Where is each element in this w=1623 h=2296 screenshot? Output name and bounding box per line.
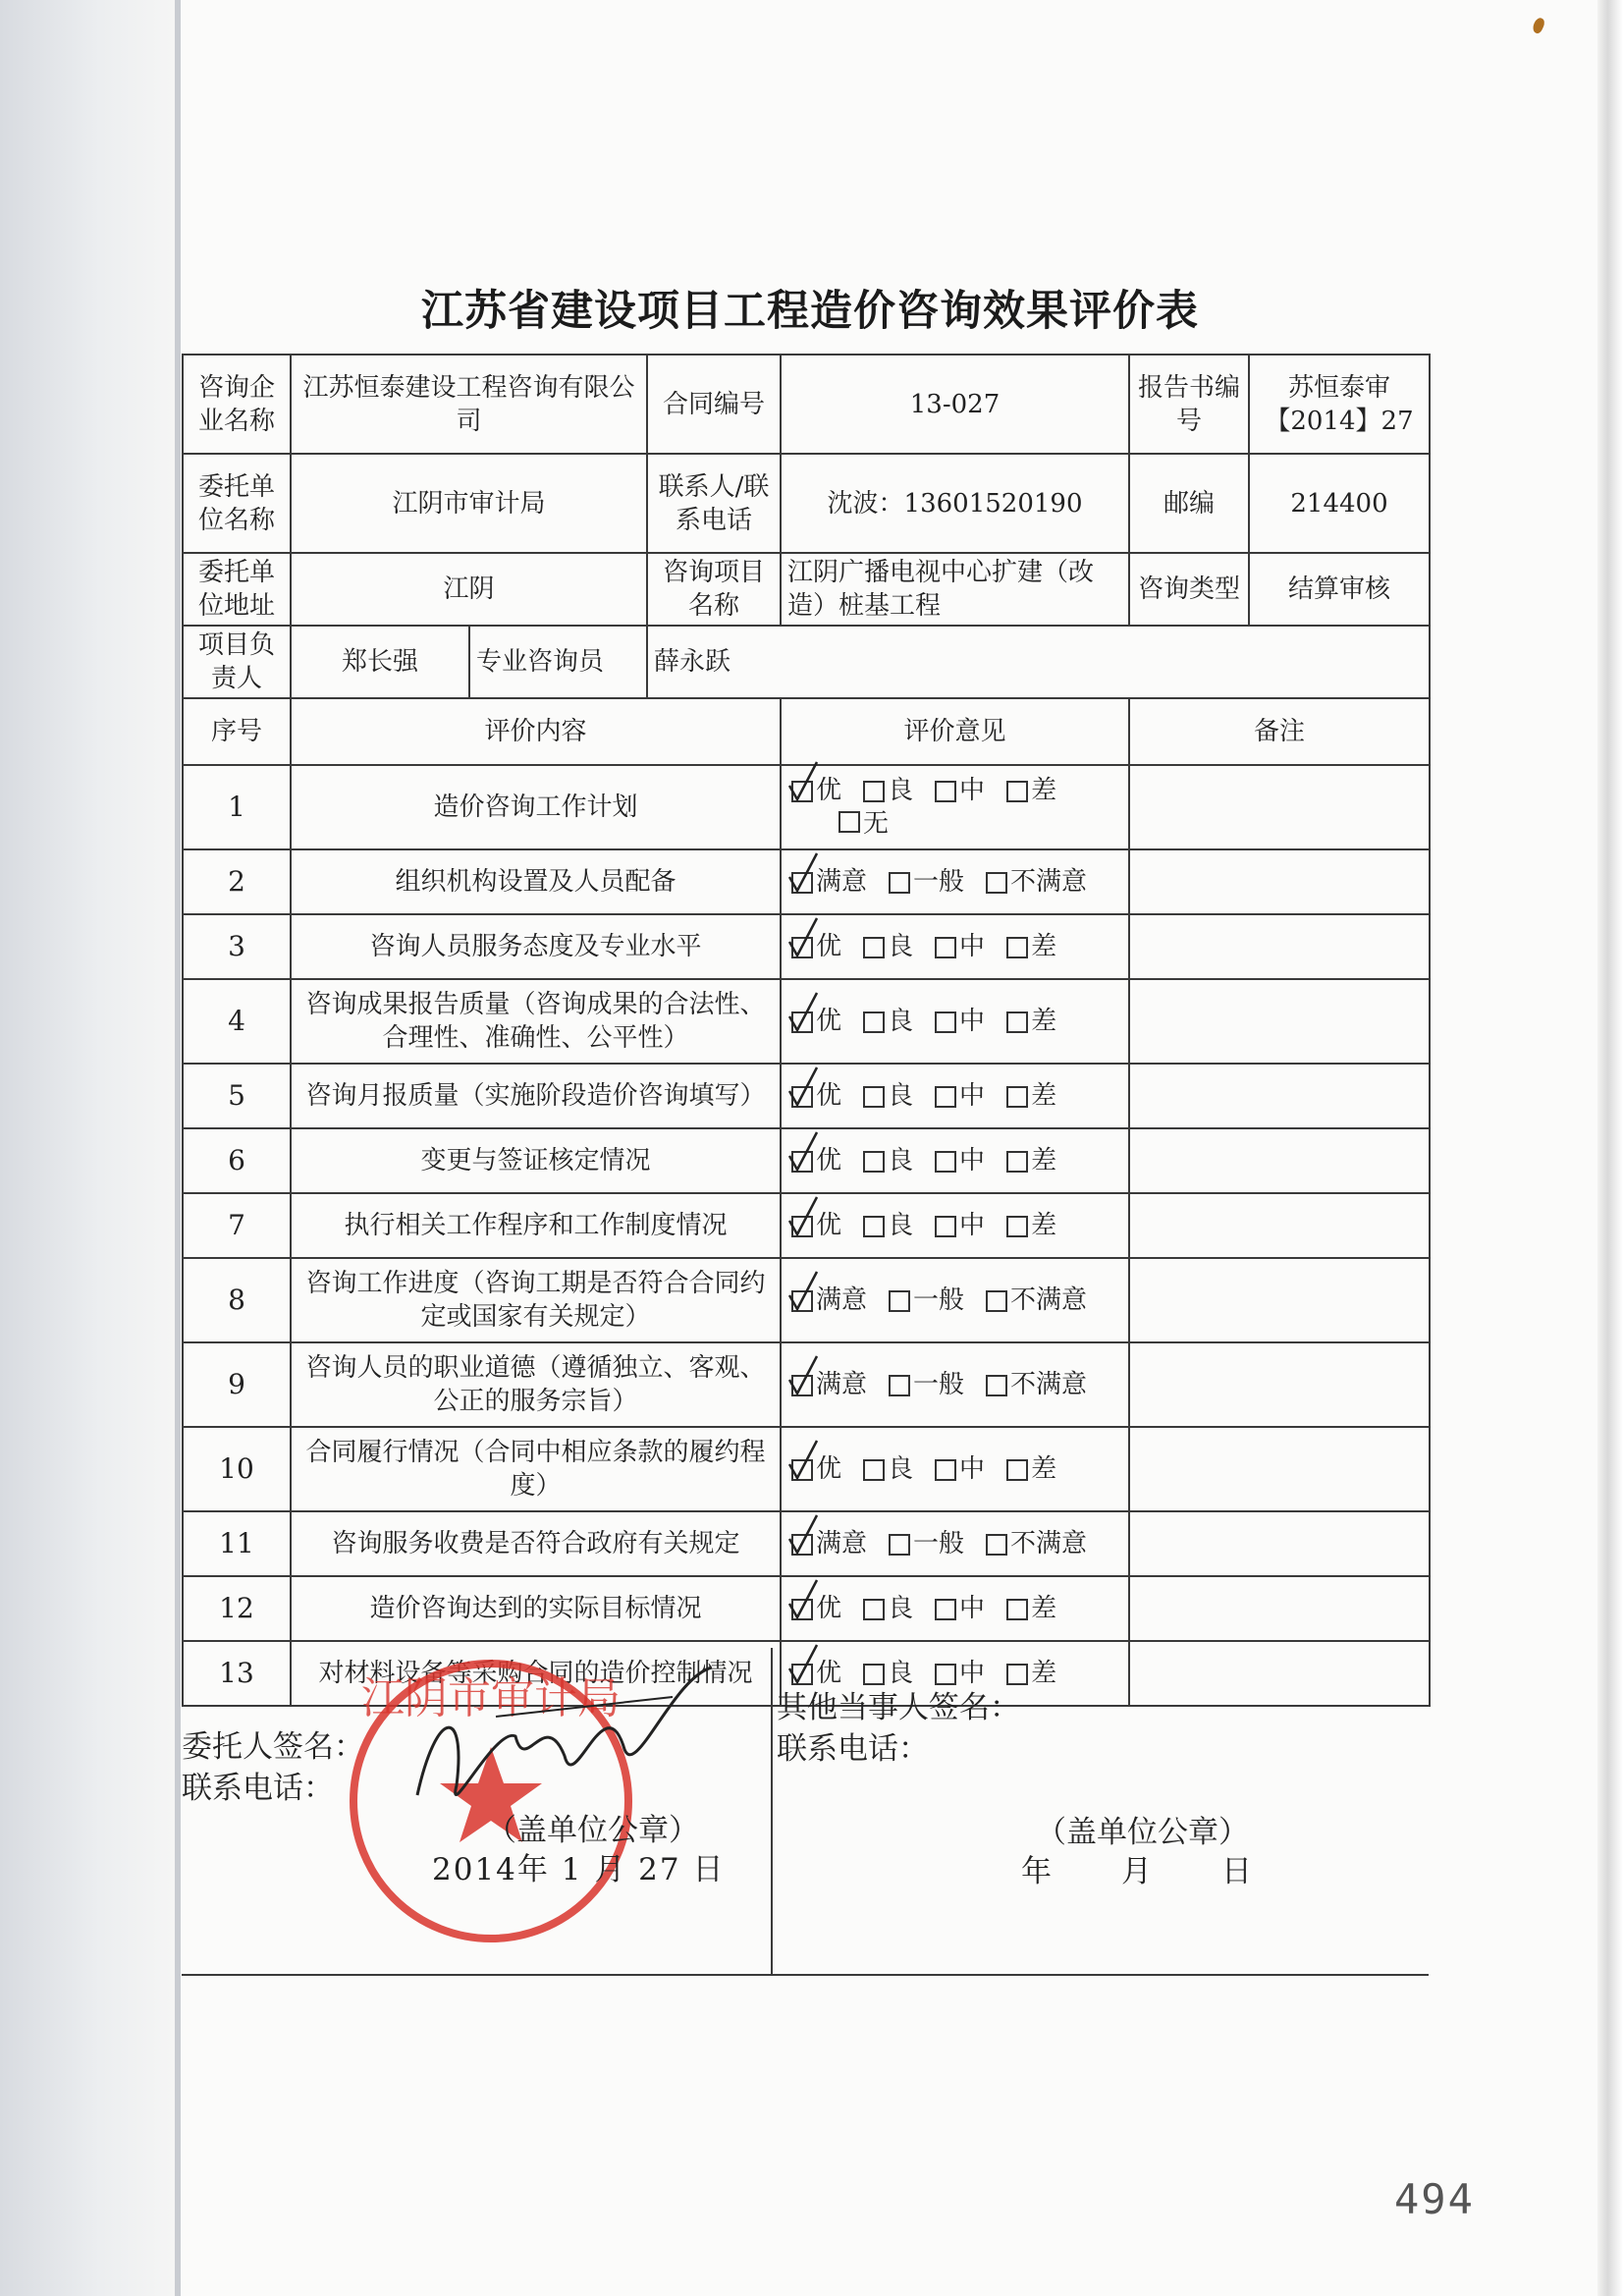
row-content: 咨询月报质量（实施阶段造价咨询填写） — [291, 1064, 781, 1128]
option-label: 不满意 — [1010, 1285, 1088, 1315]
option-label: 中 — [959, 1146, 986, 1175]
option-checkbox[interactable] — [791, 1079, 841, 1113]
option-label: 差 — [1031, 1081, 1057, 1111]
check-mark-icon — [785, 1270, 821, 1313]
table-row — [183, 1427, 1430, 1511]
table-row — [183, 1342, 1430, 1427]
checkbox-icon — [1006, 1011, 1028, 1033]
table-row — [183, 1511, 1430, 1576]
col-content: 评价内容 — [291, 698, 781, 765]
checkbox-icon — [935, 937, 956, 958]
table-row — [183, 1064, 1430, 1128]
row-number: 4 — [183, 979, 291, 1064]
option-checkbox[interactable] — [863, 1452, 913, 1486]
other-seal-note: （盖单位公章） — [1036, 1815, 1249, 1850]
option-label: 不满意 — [1010, 1370, 1088, 1399]
checkbox-icon — [889, 872, 910, 894]
postcode-value: 214400 — [1249, 454, 1430, 553]
check-mark-icon — [785, 1066, 821, 1109]
row-remark — [1129, 1576, 1430, 1641]
option-checkbox[interactable] — [863, 1209, 913, 1242]
contact-value: 沈波：13601520190 — [781, 454, 1129, 553]
option-checkbox[interactable] — [1006, 774, 1056, 807]
checkbox-icon — [889, 1534, 910, 1556]
option-checkbox[interactable] — [1006, 930, 1056, 963]
option-checkbox[interactable] — [935, 1592, 985, 1625]
option-checkbox[interactable] — [1006, 1005, 1056, 1038]
check-mark-icon — [785, 1439, 821, 1482]
client-label: 委托单位名称 — [183, 454, 291, 553]
checkbox-icon — [1006, 1459, 1028, 1481]
option-label: 不满意 — [1010, 1529, 1088, 1558]
option-checkbox[interactable] — [986, 1284, 1087, 1317]
client-seal-note: （盖单位公章） — [486, 1813, 699, 1848]
row-remark — [1129, 765, 1430, 849]
option-label: 优 — [816, 932, 842, 961]
header-row-address — [183, 553, 1430, 626]
option-label: 良 — [888, 1211, 914, 1240]
address-label: 委托单位地址 — [183, 553, 291, 626]
checkbox-icon — [1006, 1216, 1028, 1237]
option-label: 差 — [1031, 1594, 1057, 1623]
option-label: 中 — [959, 1211, 986, 1240]
column-header-row — [183, 698, 1430, 765]
option-label: 优 — [816, 1454, 842, 1484]
table-row — [183, 979, 1430, 1064]
checkbox-icon — [935, 1011, 956, 1033]
table-row — [183, 1576, 1430, 1641]
row-opinion — [781, 914, 1129, 979]
check-mark-icon — [785, 1195, 821, 1238]
project-value: 江阴广播电视中心扩建（改造）桩基工程 — [781, 553, 1129, 626]
row-opinion — [781, 1576, 1129, 1641]
option-label: 不满意 — [1010, 867, 1088, 897]
binding-shadow — [0, 0, 182, 2296]
row-number: 11 — [183, 1511, 291, 1576]
evaluation-form — [182, 354, 1431, 1707]
table-row — [183, 765, 1430, 849]
company-value: 江苏恒泰建设工程咨询有限公司 — [291, 355, 647, 454]
option-label: 一般 — [913, 867, 965, 897]
option-checkbox[interactable] — [787, 807, 1122, 841]
check-mark-icon — [785, 851, 821, 895]
client-date: 2014年 1 月 27 日 — [432, 1852, 726, 1887]
option-label: 良 — [888, 1659, 914, 1688]
row-remark — [1129, 914, 1430, 979]
option-label: 无 — [863, 809, 890, 839]
option-label: 优 — [816, 1081, 842, 1111]
option-checkbox[interactable] — [863, 1592, 913, 1625]
option-label: 优 — [816, 1211, 842, 1240]
checkbox-icon — [935, 1086, 956, 1108]
option-checkbox[interactable] — [935, 1452, 985, 1486]
row-remark — [1129, 1064, 1430, 1128]
check-mark-icon — [785, 991, 821, 1034]
option-checkbox[interactable] — [935, 774, 985, 807]
row-number: 5 — [183, 1064, 291, 1128]
row-content: 执行相关工作程序和工作制度情况 — [291, 1193, 781, 1258]
check-mark-icon — [785, 1130, 821, 1174]
checkbox-icon — [935, 781, 956, 802]
header-row-leader — [183, 626, 1430, 698]
option-checkbox[interactable] — [986, 865, 1087, 899]
option-label: 中 — [959, 1659, 986, 1688]
col-opinion: 评价意见 — [781, 698, 1129, 765]
consultant-value: 薛永跃 — [647, 626, 1430, 698]
row-remark — [1129, 1193, 1430, 1258]
row-content: 咨询工作进度（咨询工期是否符合合同约定或国家有关规定） — [291, 1258, 781, 1342]
option-checkbox[interactable] — [791, 1005, 841, 1038]
option-label: 差 — [1031, 932, 1057, 961]
option-checkbox[interactable] — [791, 865, 867, 899]
option-label: 中 — [959, 1081, 986, 1111]
option-checkbox[interactable] — [791, 1368, 867, 1401]
option-label: 差 — [1031, 1211, 1057, 1240]
checkbox-icon — [1006, 1151, 1028, 1173]
report-value: 苏恒泰审【2014】27 — [1249, 355, 1430, 454]
option-label: 差 — [1031, 1659, 1057, 1688]
check-mark-icon — [785, 1513, 821, 1557]
option-checkbox[interactable] — [863, 1005, 913, 1038]
option-label: 差 — [1031, 1146, 1057, 1175]
row-opinion — [781, 765, 1129, 849]
option-label: 满意 — [816, 1370, 868, 1399]
checkbox-icon — [863, 1459, 885, 1481]
other-phone-label: 联系电话： — [777, 1731, 929, 1767]
row-content: 组织机构设置及人员配备 — [291, 849, 781, 914]
option-label: 优 — [816, 1007, 842, 1036]
row-remark — [1129, 979, 1430, 1064]
option-checkbox[interactable] — [1006, 1079, 1056, 1113]
table-row — [183, 1128, 1430, 1193]
option-label: 中 — [959, 932, 986, 961]
option-checkbox[interactable] — [935, 930, 985, 963]
option-label: 中 — [959, 1594, 986, 1623]
option-label: 一般 — [913, 1529, 965, 1558]
row-opinion — [781, 1064, 1129, 1128]
check-mark-icon — [785, 760, 821, 803]
option-label: 良 — [888, 1081, 914, 1111]
contract-label: 合同编号 — [647, 355, 781, 454]
checkbox-icon — [863, 1599, 885, 1620]
option-label: 良 — [888, 1594, 914, 1623]
row-content: 咨询人员的职业道德（遵循独立、客观、公正的服务宗旨） — [291, 1342, 781, 1427]
row-number: 2 — [183, 849, 291, 914]
checkbox-icon — [889, 1290, 910, 1312]
table-row — [183, 1193, 1430, 1258]
option-checkbox[interactable] — [791, 1284, 867, 1317]
type-value: 结算审核 — [1249, 553, 1430, 626]
leader-label: 项目负责人 — [183, 626, 291, 698]
row-number: 1 — [183, 765, 291, 849]
table-row — [183, 914, 1430, 979]
address-value: 江阴 — [291, 553, 647, 626]
row-remark — [1129, 1342, 1430, 1427]
option-checkbox[interactable] — [1006, 1592, 1056, 1625]
other-sign-label: 其他当事人签名： — [777, 1690, 1020, 1725]
option-label: 中 — [959, 776, 986, 805]
other-date: 年 月 日 — [1021, 1854, 1255, 1889]
option-label: 优 — [816, 1146, 842, 1175]
option-checkbox[interactable] — [791, 1452, 841, 1486]
row-number: 10 — [183, 1427, 291, 1511]
row-remark — [1129, 1128, 1430, 1193]
row-number: 12 — [183, 1576, 291, 1641]
option-checkbox[interactable] — [935, 1209, 985, 1242]
option-label: 满意 — [816, 867, 868, 897]
row-number: 7 — [183, 1193, 291, 1258]
checkbox-icon — [863, 937, 885, 958]
row-remark — [1129, 1427, 1430, 1511]
signature-divider — [771, 1648, 773, 1974]
row-opinion — [781, 1511, 1129, 1576]
row-number: 9 — [183, 1342, 291, 1427]
row-opinion — [781, 1128, 1129, 1193]
company-label: 咨询企业名称 — [183, 355, 291, 454]
page-edge — [1597, 0, 1623, 2296]
option-label: 良 — [888, 932, 914, 961]
row-content: 造价咨询达到的实际目标情况 — [291, 1576, 781, 1641]
report-label: 报告书编号 — [1129, 355, 1249, 454]
col-no: 序号 — [183, 698, 291, 765]
option-label: 良 — [888, 1146, 914, 1175]
option-checkbox[interactable] — [791, 1527, 867, 1560]
option-label: 一般 — [913, 1285, 965, 1315]
option-label: 一般 — [913, 1370, 965, 1399]
form-title: 江苏省建设项目工程造价咨询效果评价表 — [421, 287, 1199, 336]
contact-label: 联系人/联系电话 — [647, 454, 781, 553]
check-mark-icon — [785, 1354, 821, 1397]
option-label: 中 — [959, 1007, 986, 1036]
option-label: 优 — [816, 776, 842, 805]
seal-text: 江阴市审计局 — [361, 1673, 621, 1723]
checkbox-icon — [935, 1459, 956, 1481]
checkbox-icon — [986, 1375, 1007, 1396]
checkbox-icon — [986, 1534, 1007, 1556]
client-value: 江阴市审计局 — [291, 454, 647, 553]
option-label: 良 — [888, 1007, 914, 1036]
checkbox-icon — [863, 1011, 885, 1033]
option-label: 满意 — [816, 1529, 868, 1558]
row-content: 咨询人员服务态度及专业水平 — [291, 914, 781, 979]
option-checkbox[interactable] — [889, 1284, 964, 1317]
project-label: 咨询项目名称 — [647, 553, 781, 626]
row-content: 变更与签证核定情况 — [291, 1128, 781, 1193]
check-mark-icon — [785, 916, 821, 959]
check-mark-icon — [785, 1578, 821, 1621]
evaluation-rows — [183, 765, 1430, 1706]
postcode-label: 邮编 — [1129, 454, 1249, 553]
row-content: 合同履行情况（合同中相应条款的履约程度） — [291, 1427, 781, 1511]
row-opinion — [781, 979, 1129, 1064]
option-checkbox[interactable] — [791, 1592, 841, 1625]
row-number: 6 — [183, 1128, 291, 1193]
row-number: 3 — [183, 914, 291, 979]
option-checkbox[interactable] — [889, 1368, 964, 1401]
row-content: 咨询成果报告质量（咨询成果的合法性、合理性、准确性、公平性） — [291, 979, 781, 1064]
option-checkbox[interactable] — [935, 1005, 985, 1038]
row-number: 13 — [183, 1641, 291, 1706]
option-label: 良 — [888, 776, 914, 805]
checkbox-icon — [935, 1216, 956, 1237]
option-label: 中 — [959, 1454, 986, 1484]
row-number: 8 — [183, 1258, 291, 1342]
option-checkbox[interactable] — [791, 930, 841, 963]
row-opinion — [781, 1258, 1129, 1342]
row-opinion — [781, 1342, 1129, 1427]
option-checkbox[interactable] — [1006, 1209, 1056, 1242]
checkbox-icon — [1006, 1086, 1028, 1108]
page-number: 494 — [1394, 2175, 1475, 2223]
type-label: 咨询类型 — [1129, 553, 1249, 626]
client-sign-block — [182, 1726, 364, 1809]
checkbox-icon — [863, 1086, 885, 1108]
checkbox-icon — [1006, 1599, 1028, 1620]
option-checkbox[interactable] — [863, 1144, 913, 1177]
table-row — [183, 1258, 1430, 1342]
checkbox-icon — [863, 781, 885, 802]
option-checkbox[interactable] — [986, 1368, 1087, 1401]
row-remark — [1129, 1258, 1430, 1342]
leader-value: 郑长强 — [291, 626, 469, 698]
client-phone-label: 联系电话： — [182, 1771, 334, 1806]
row-opinion — [781, 1427, 1129, 1511]
option-label: 差 — [1031, 1007, 1057, 1036]
option-checkbox[interactable] — [863, 774, 913, 807]
consultant-label: 专业咨询员 — [469, 626, 647, 698]
row-content: 咨询服务收费是否符合政府有关规定 — [291, 1511, 781, 1576]
row-content: 对材料设备等采购合同的造价控制情况 — [291, 1641, 781, 1706]
checkbox-icon — [863, 1151, 885, 1173]
option-checkbox[interactable] — [986, 1527, 1087, 1560]
option-checkbox[interactable] — [791, 774, 841, 807]
option-label: 优 — [816, 1659, 842, 1688]
row-remark — [1129, 1511, 1430, 1576]
checkbox-icon — [889, 1375, 910, 1396]
option-label: 优 — [816, 1594, 842, 1623]
row-opinion — [781, 849, 1129, 914]
option-label: 满意 — [816, 1285, 868, 1315]
option-checkbox[interactable] — [1006, 1452, 1056, 1486]
option-checkbox[interactable] — [863, 1079, 913, 1113]
checkbox-icon — [986, 1290, 1007, 1312]
option-checkbox[interactable] — [791, 1209, 841, 1242]
option-checkbox[interactable] — [889, 1527, 964, 1560]
checkbox-icon — [1006, 937, 1028, 958]
contract-value: 13-027 — [781, 355, 1129, 454]
checkbox-icon — [935, 1599, 956, 1620]
option-checkbox[interactable] — [935, 1079, 985, 1113]
checkbox-icon — [986, 872, 1007, 894]
option-checkbox[interactable] — [889, 865, 964, 899]
option-checkbox[interactable] — [1006, 1144, 1056, 1177]
checkbox-icon — [1006, 781, 1028, 802]
col-remark: 备注 — [1129, 698, 1430, 765]
signature-section — [182, 1648, 1429, 1976]
table-row — [183, 849, 1430, 914]
header-row-company — [183, 355, 1430, 454]
option-label: 差 — [1031, 1454, 1057, 1484]
option-checkbox[interactable] — [791, 1144, 841, 1177]
option-checkbox[interactable] — [863, 930, 913, 963]
other-sign-block — [777, 1687, 1020, 1770]
client-sign-label: 委托人签名： — [182, 1729, 364, 1765]
option-label: 差 — [1031, 776, 1057, 805]
row-opinion — [781, 1193, 1129, 1258]
row-remark — [1129, 849, 1430, 914]
checkbox-icon — [935, 1151, 956, 1173]
checkbox-icon — [863, 1216, 885, 1237]
row-content: 造价咨询工作计划 — [291, 765, 781, 849]
option-checkbox[interactable] — [935, 1144, 985, 1177]
option-label: 良 — [888, 1454, 914, 1484]
header-row-client — [183, 454, 1430, 553]
checkbox-icon — [839, 811, 860, 833]
